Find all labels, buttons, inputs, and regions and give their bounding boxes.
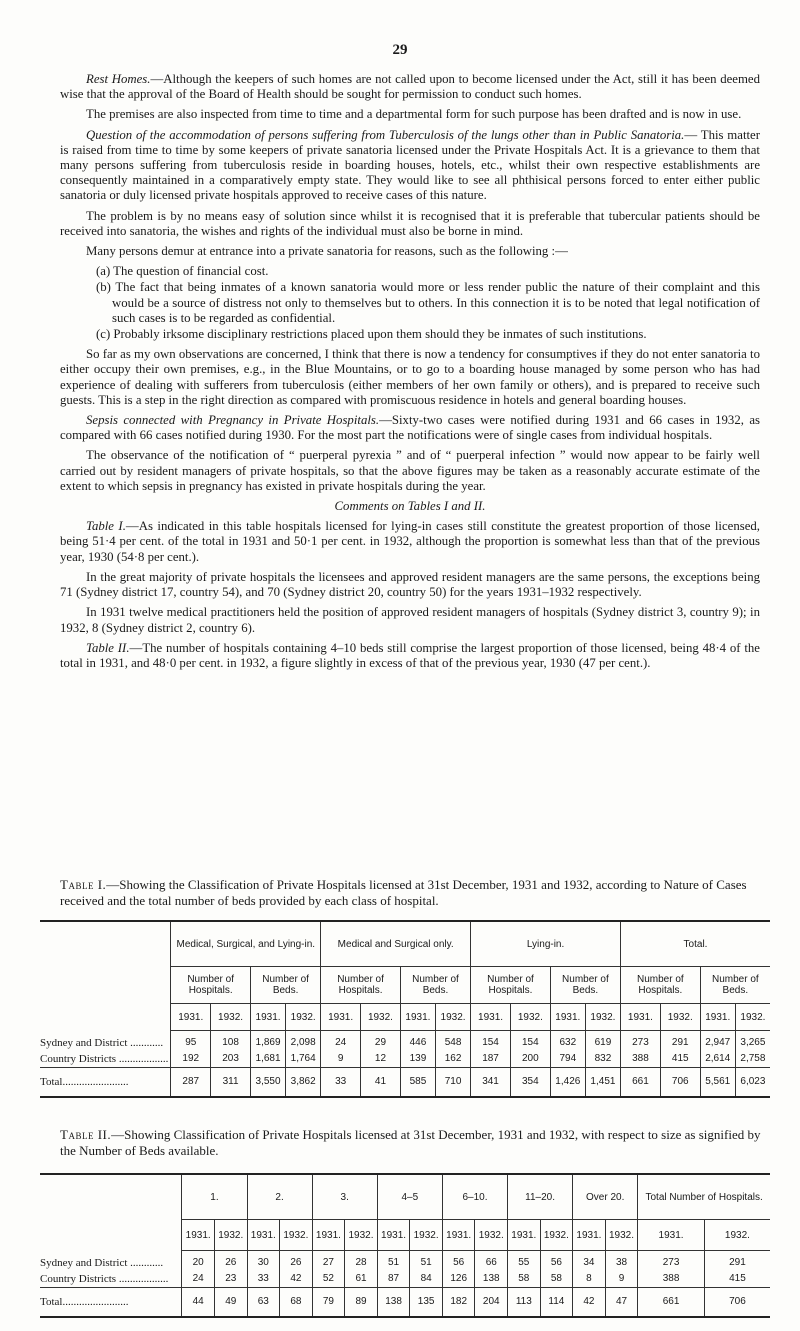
text-table2: —The number of hospitals containing 4–10 beds still comprise the largest proportion of those licensed, being 48·4 of the total in 1931, and 48·0 per cent. in 1932, a figure slightly in excess of that of the previous year, 1930 (47 per cent.). — [60, 640, 760, 670]
table-cell: 41 — [361, 1067, 401, 1097]
table1 — [40, 920, 770, 1098]
table1-year-header: 1932. — [286, 1004, 321, 1031]
table-cell: 49 — [214, 1287, 247, 1317]
paragraph-problem: The problem is by no means easy of solution since whilst it is recognised that it is preferable that tubercular patients should be received into sanatoria, the wishes and rights of the individual must also be borne in mind. — [60, 208, 760, 238]
table-cell: 42 — [573, 1287, 606, 1317]
table-cell: 38 — [605, 1251, 638, 1271]
table-cell: 187 — [471, 1051, 511, 1068]
table1-year-header: 1931. — [471, 1004, 511, 1031]
reason-c: (c) Probably irksome disciplinary restrictions placed upon them should they be inmates of such institutions. — [96, 327, 647, 342]
table-cell: 27 — [312, 1251, 345, 1271]
table-cell: 446 — [400, 1031, 435, 1051]
table2-corner — [40, 1174, 182, 1220]
table1-sub-header: Number of Hospitals. — [321, 967, 401, 1004]
table2-year-header: 1932. — [214, 1220, 247, 1251]
table-cell: 114 — [540, 1287, 573, 1317]
table-cell: 42 — [280, 1271, 313, 1288]
table-cell: 138 — [475, 1271, 508, 1288]
table-cell: 61 — [345, 1271, 378, 1288]
table-cell: 204 — [475, 1287, 508, 1317]
table-cell: 139 — [400, 1051, 435, 1068]
table-cell: 548 — [435, 1031, 470, 1051]
table-cell: 710 — [435, 1067, 470, 1097]
paragraph-table1 — [60, 519, 760, 565]
table-cell: 162 — [435, 1051, 470, 1068]
table-cell: 192 — [171, 1051, 211, 1068]
lead-question: Question of the accommodation of persons suffering from Tuberculosis of the lungs other than in Public Sanatoria. — [86, 127, 685, 142]
table-cell: 51 — [377, 1251, 410, 1271]
row-label: Total........................ — [40, 1287, 182, 1317]
table-cell: 154 — [510, 1031, 550, 1051]
table-cell: 794 — [550, 1051, 585, 1068]
reasons-list — [60, 264, 760, 342]
table-cell: 47 — [605, 1287, 638, 1317]
table-cell: 632 — [550, 1031, 585, 1051]
table1-year-header: 1931. — [400, 1004, 435, 1031]
table-row — [40, 1251, 770, 1271]
table-cell: 108 — [211, 1031, 251, 1051]
table-cell: 388 — [638, 1271, 705, 1288]
table-cell: 1,681 — [250, 1051, 285, 1068]
table1-year-header: 1932. — [435, 1004, 470, 1031]
table-cell: 84 — [410, 1271, 443, 1288]
table1-year-header: 1931. — [700, 1004, 735, 1031]
table2-year-header: 1932. — [475, 1220, 508, 1251]
table-row — [40, 1287, 770, 1317]
table-cell: 28 — [345, 1251, 378, 1271]
table-cell: 87 — [377, 1271, 410, 1288]
table1-year-header: 1932. — [510, 1004, 550, 1031]
table-cell: 661 — [638, 1287, 705, 1317]
table-cell: 68 — [280, 1287, 313, 1317]
table-cell: 66 — [475, 1251, 508, 1271]
table-cell: 20 — [182, 1251, 215, 1271]
table2-year-header: 1931. — [377, 1220, 410, 1251]
table1-caption-text: —Showing the Classification of Private Hospitals licensed at 31st December, 1931 and 1932, according to Nature of Cases received and the total number of beds provided by each class of hospital. — [60, 877, 747, 908]
table2-year-header: 1932. — [704, 1220, 770, 1251]
table1-year-header: 1932. — [361, 1004, 401, 1031]
lead-sepsis: Sepsis connected with Pregnancy in Private Hospitals. — [86, 413, 380, 428]
table-cell: 287 — [171, 1067, 211, 1097]
table2-group-header: 1. — [182, 1174, 247, 1220]
table-cell: 26 — [214, 1251, 247, 1271]
table-cell: 1,451 — [585, 1067, 620, 1097]
table1-label: Table I. — [60, 877, 107, 892]
table1-sub-header: Number of Hospitals. — [471, 967, 551, 1004]
table1-group-header: Medical and Surgical only. — [321, 921, 471, 967]
table-cell: 2,758 — [735, 1051, 770, 1068]
table-cell: 29 — [361, 1031, 401, 1051]
table-cell: 3,862 — [286, 1067, 321, 1097]
table1-year-header: 1932. — [585, 1004, 620, 1031]
table-cell: 9 — [321, 1051, 361, 1068]
table1-sub-header: Number of Beds. — [550, 967, 620, 1004]
table2-year-header: 1932. — [605, 1220, 638, 1251]
table-cell: 52 — [312, 1271, 345, 1288]
paragraph-demur: Many persons demur at entrance into a private sanatoria for reasons, such as the following :— — [86, 244, 568, 259]
table1-corner — [40, 921, 171, 967]
table-cell: 135 — [410, 1287, 443, 1317]
table1-sub-header: Number of Hospitals. — [621, 967, 701, 1004]
table-cell: 63 — [247, 1287, 280, 1317]
table1-group-header: Medical, Surgical, and Lying-in. — [171, 921, 321, 967]
table1-year-header: 1931. — [321, 1004, 361, 1031]
table-cell: 415 — [660, 1051, 700, 1068]
table-cell: 126 — [442, 1271, 475, 1288]
text-question: — This matter is raised from time to time by some keepers of private sanatoria licensed under the Private Hospitals Act. It is a grievance to them that many persons suffering from tuberculosis reside in boarding houses, hotels, etc., whilst their own respective establishments are consequently maintained in a comparatively empty state. They would like to see all phthisical persons forced to enter either public sanatoria or duly licensed private hospitals approved to receive cases of this nature. — [60, 127, 760, 203]
table-cell: 5,561 — [700, 1067, 735, 1097]
table2-year-header: 1932. — [345, 1220, 378, 1251]
paragraph-observations: So far as my own observations are concerned, I think that there is now a tendency for consumptives if they do not enter sanatoria to either occupy their own premises, e.g., in the Blue Mountains, or to go to a boarding house managed by some person who has had experience of dealing with sufferers from tuberculosis (either members of her own family or others), and is prepared to receive such guests. This is a step in the right direction as compared with promiscuous residence in hotels and general boarding houses. — [60, 347, 760, 407]
paragraph-rest-homes — [60, 72, 760, 102]
table2-group-header: Total Number of Hospitals. — [638, 1174, 770, 1220]
table-cell: 661 — [621, 1067, 661, 1097]
table2-label: Table II. — [60, 1127, 112, 1142]
table1-group-header: Total. — [621, 921, 770, 967]
lead-rest-homes: Rest Homes. — [86, 72, 151, 86]
body-text — [60, 72, 760, 676]
table-cell: 706 — [660, 1067, 700, 1097]
paragraph-sepsis — [60, 413, 760, 443]
table2-year-header: 1931. — [247, 1220, 280, 1251]
reason-a: (a) The question of financial cost. — [96, 264, 269, 279]
table2-group-header: 11–20. — [508, 1174, 573, 1220]
table2-year-header: 1932. — [280, 1220, 313, 1251]
table-cell: 95 — [171, 1031, 211, 1051]
table-cell: 51 — [410, 1251, 443, 1271]
comments-heading: Comments on Tables I and II. — [334, 499, 486, 514]
table-cell: 6,023 — [735, 1067, 770, 1097]
table2-year-header: 1931. — [638, 1220, 705, 1251]
table-row — [40, 1067, 770, 1097]
table2-year-header: 1931. — [312, 1220, 345, 1251]
table1-caption — [60, 877, 765, 909]
table1-sub-header: Number of Beds. — [700, 967, 770, 1004]
paragraph-premises: The premises are also inspected from time to time and a departmental form for such purpose has been drafted and is now in use. — [86, 107, 742, 122]
table-row — [40, 1031, 770, 1051]
table2-group-header: 6–10. — [442, 1174, 507, 1220]
table-cell: 33 — [247, 1271, 280, 1288]
row-label: Sydney and District ............ — [40, 1036, 164, 1049]
table1-corner-year — [40, 1004, 171, 1031]
table-cell: 585 — [400, 1067, 435, 1097]
text-table1: —As indicated in this table hospitals licensed for lying-in cases still constitute the greatest proportion of those licensed, being 51·4 per cent. of the total in 1931 and 50·1 per cent. in 1932, although the proportion is somewhat less than that of the previous year, 1930 (54·8 per cent.). — [60, 519, 760, 564]
table2-group-header: 2. — [247, 1174, 312, 1220]
table2-group-header: 4–5 — [377, 1174, 442, 1220]
table-cell: 291 — [704, 1251, 770, 1271]
lead-table2: Table II. — [86, 640, 130, 655]
table-cell: 9 — [605, 1271, 638, 1288]
table2-year-header: 1932. — [540, 1220, 573, 1251]
table-cell: 832 — [585, 1051, 620, 1068]
row-label: Country Districts .................. — [40, 1272, 169, 1285]
table2-group-header: Over 20. — [573, 1174, 638, 1220]
table1-sub-header: Number of Hospitals. — [171, 967, 251, 1004]
table-cell: 26 — [280, 1251, 313, 1271]
row-label: Total........................ — [40, 1067, 171, 1097]
table1-year-header: 1931. — [621, 1004, 661, 1031]
table2-year-header: 1931. — [182, 1220, 215, 1251]
table-cell: 388 — [621, 1051, 661, 1068]
table-cell: 154 — [471, 1031, 511, 1051]
row-label: Country Districts .................. — [40, 1052, 169, 1065]
table-cell: 56 — [540, 1251, 573, 1271]
table1-year-header: 1931. — [171, 1004, 211, 1031]
table-cell: 79 — [312, 1287, 345, 1317]
table-cell: 1,426 — [550, 1067, 585, 1097]
table1-group-header: Lying-in. — [471, 921, 621, 967]
table-cell: 30 — [247, 1251, 280, 1271]
table1-year-header: 1932. — [211, 1004, 251, 1031]
table-cell: 58 — [540, 1271, 573, 1288]
table-cell: 113 — [508, 1287, 541, 1317]
table-cell: 3,550 — [250, 1067, 285, 1097]
paragraph-table2 — [60, 641, 760, 671]
table-cell: 203 — [211, 1051, 251, 1068]
table-cell: 2,947 — [700, 1031, 735, 1051]
table1-sub-header: Number of Beds. — [400, 967, 470, 1004]
table2 — [40, 1173, 770, 1318]
table2-year-header: 1931. — [573, 1220, 606, 1251]
table-cell: 58 — [508, 1271, 541, 1288]
lead-table1: Table I. — [86, 519, 126, 534]
table-cell: 55 — [508, 1251, 541, 1271]
table-cell: 706 — [704, 1287, 770, 1317]
table-cell: 2,098 — [286, 1031, 321, 1051]
table2-year-header: 1932. — [410, 1220, 443, 1251]
table1-sub-header: Number of Beds. — [250, 967, 320, 1004]
table-cell: 34 — [573, 1251, 606, 1271]
text-rest-homes: —Although the keepers of such homes are not called upon to become licensed under the Act, still it has been deemed wise that the approval of the Board of Health should be sought for permission to conduct such homes. — [60, 72, 760, 102]
table-cell: 24 — [321, 1031, 361, 1051]
table1-year-header: 1931. — [250, 1004, 285, 1031]
table-cell: 1,764 — [286, 1051, 321, 1068]
table-cell: 138 — [377, 1287, 410, 1317]
table-row — [40, 1051, 770, 1068]
table1-corner-sub — [40, 967, 171, 1004]
table-cell: 273 — [621, 1031, 661, 1051]
table-cell: 291 — [660, 1031, 700, 1051]
table-cell: 3,265 — [735, 1031, 770, 1051]
table-cell: 44 — [182, 1287, 215, 1317]
table-cell: 8 — [573, 1271, 606, 1288]
text-sepsis: —Sixty-two cases were notified during 1931 and 66 cases in 1932, as compared with 66 cases notified during 1930. For the most part the notifications were of single cases from individual hospitals. — [60, 413, 760, 443]
paragraph-majority: In the great majority of private hospitals the licensees and approved resident managers are the same persons, the exceptions being 71 (Sydney district 17, country 54), and 70 (Sydney district 20, country 50) for the years 1931–1932 respectively. — [60, 569, 760, 600]
table-cell: 619 — [585, 1031, 620, 1051]
table-cell: 23 — [214, 1271, 247, 1288]
table-cell: 1,869 — [250, 1031, 285, 1051]
paragraph-observance: The observance of the notification of “ puerperal pyrexia ” and of “ puerperal infection ” would now appear to be fairly well carried out by resident managers of private hospitals, so that the above figures may be taken as a reasonably accurate estimate of the extent to which sepsis in pregnancy has existed in private hospitals during the year. — [60, 448, 760, 493]
table-cell: 341 — [471, 1067, 511, 1097]
row-label: Sydney and District ............ — [40, 1256, 164, 1269]
reason-b: (b) The fact that being inmates of a known sanatoria would more or less render public the nature of their complaint and this would be a source of distress not only to themselves but to others. In this connection it is to be noted that legal notification of such cases is to be regarded as confidential. — [96, 280, 760, 325]
table-cell: 415 — [704, 1271, 770, 1288]
table-cell: 182 — [442, 1287, 475, 1317]
table1-year-header: 1932. — [735, 1004, 770, 1031]
table-row — [40, 1271, 770, 1288]
table2-year-header: 1931. — [508, 1220, 541, 1251]
table-cell: 273 — [638, 1251, 705, 1271]
table1-year-header: 1932. — [660, 1004, 700, 1031]
table-cell: 2,614 — [700, 1051, 735, 1068]
table2-group-header: 3. — [312, 1174, 377, 1220]
page-number: 29 — [392, 42, 408, 58]
table1-year-header: 1931. — [550, 1004, 585, 1031]
table-cell: 12 — [361, 1051, 401, 1068]
table-cell: 56 — [442, 1251, 475, 1271]
paragraph-twelve: In 1931 twelve medical practitioners held the position of approved resident managers of hospitals (Sydney district 3, country 9); in 1932, 8 (Sydney district 2, country 6). — [60, 605, 760, 635]
paragraph-question — [60, 128, 760, 204]
table2-caption-text: —Showing Classification of Private Hospitals licensed at 31st December, 1931 and 1932, with respect to size as signified by the Number of Beds available. — [60, 1127, 761, 1158]
table2-corner-year — [40, 1220, 182, 1251]
table2-year-header: 1931. — [442, 1220, 475, 1251]
table-cell: 200 — [510, 1051, 550, 1068]
table-cell: 354 — [510, 1067, 550, 1097]
table-cell: 33 — [321, 1067, 361, 1097]
table-cell: 24 — [182, 1271, 215, 1288]
table-cell: 311 — [211, 1067, 251, 1097]
table2-caption — [60, 1127, 765, 1159]
table-cell: 89 — [345, 1287, 378, 1317]
